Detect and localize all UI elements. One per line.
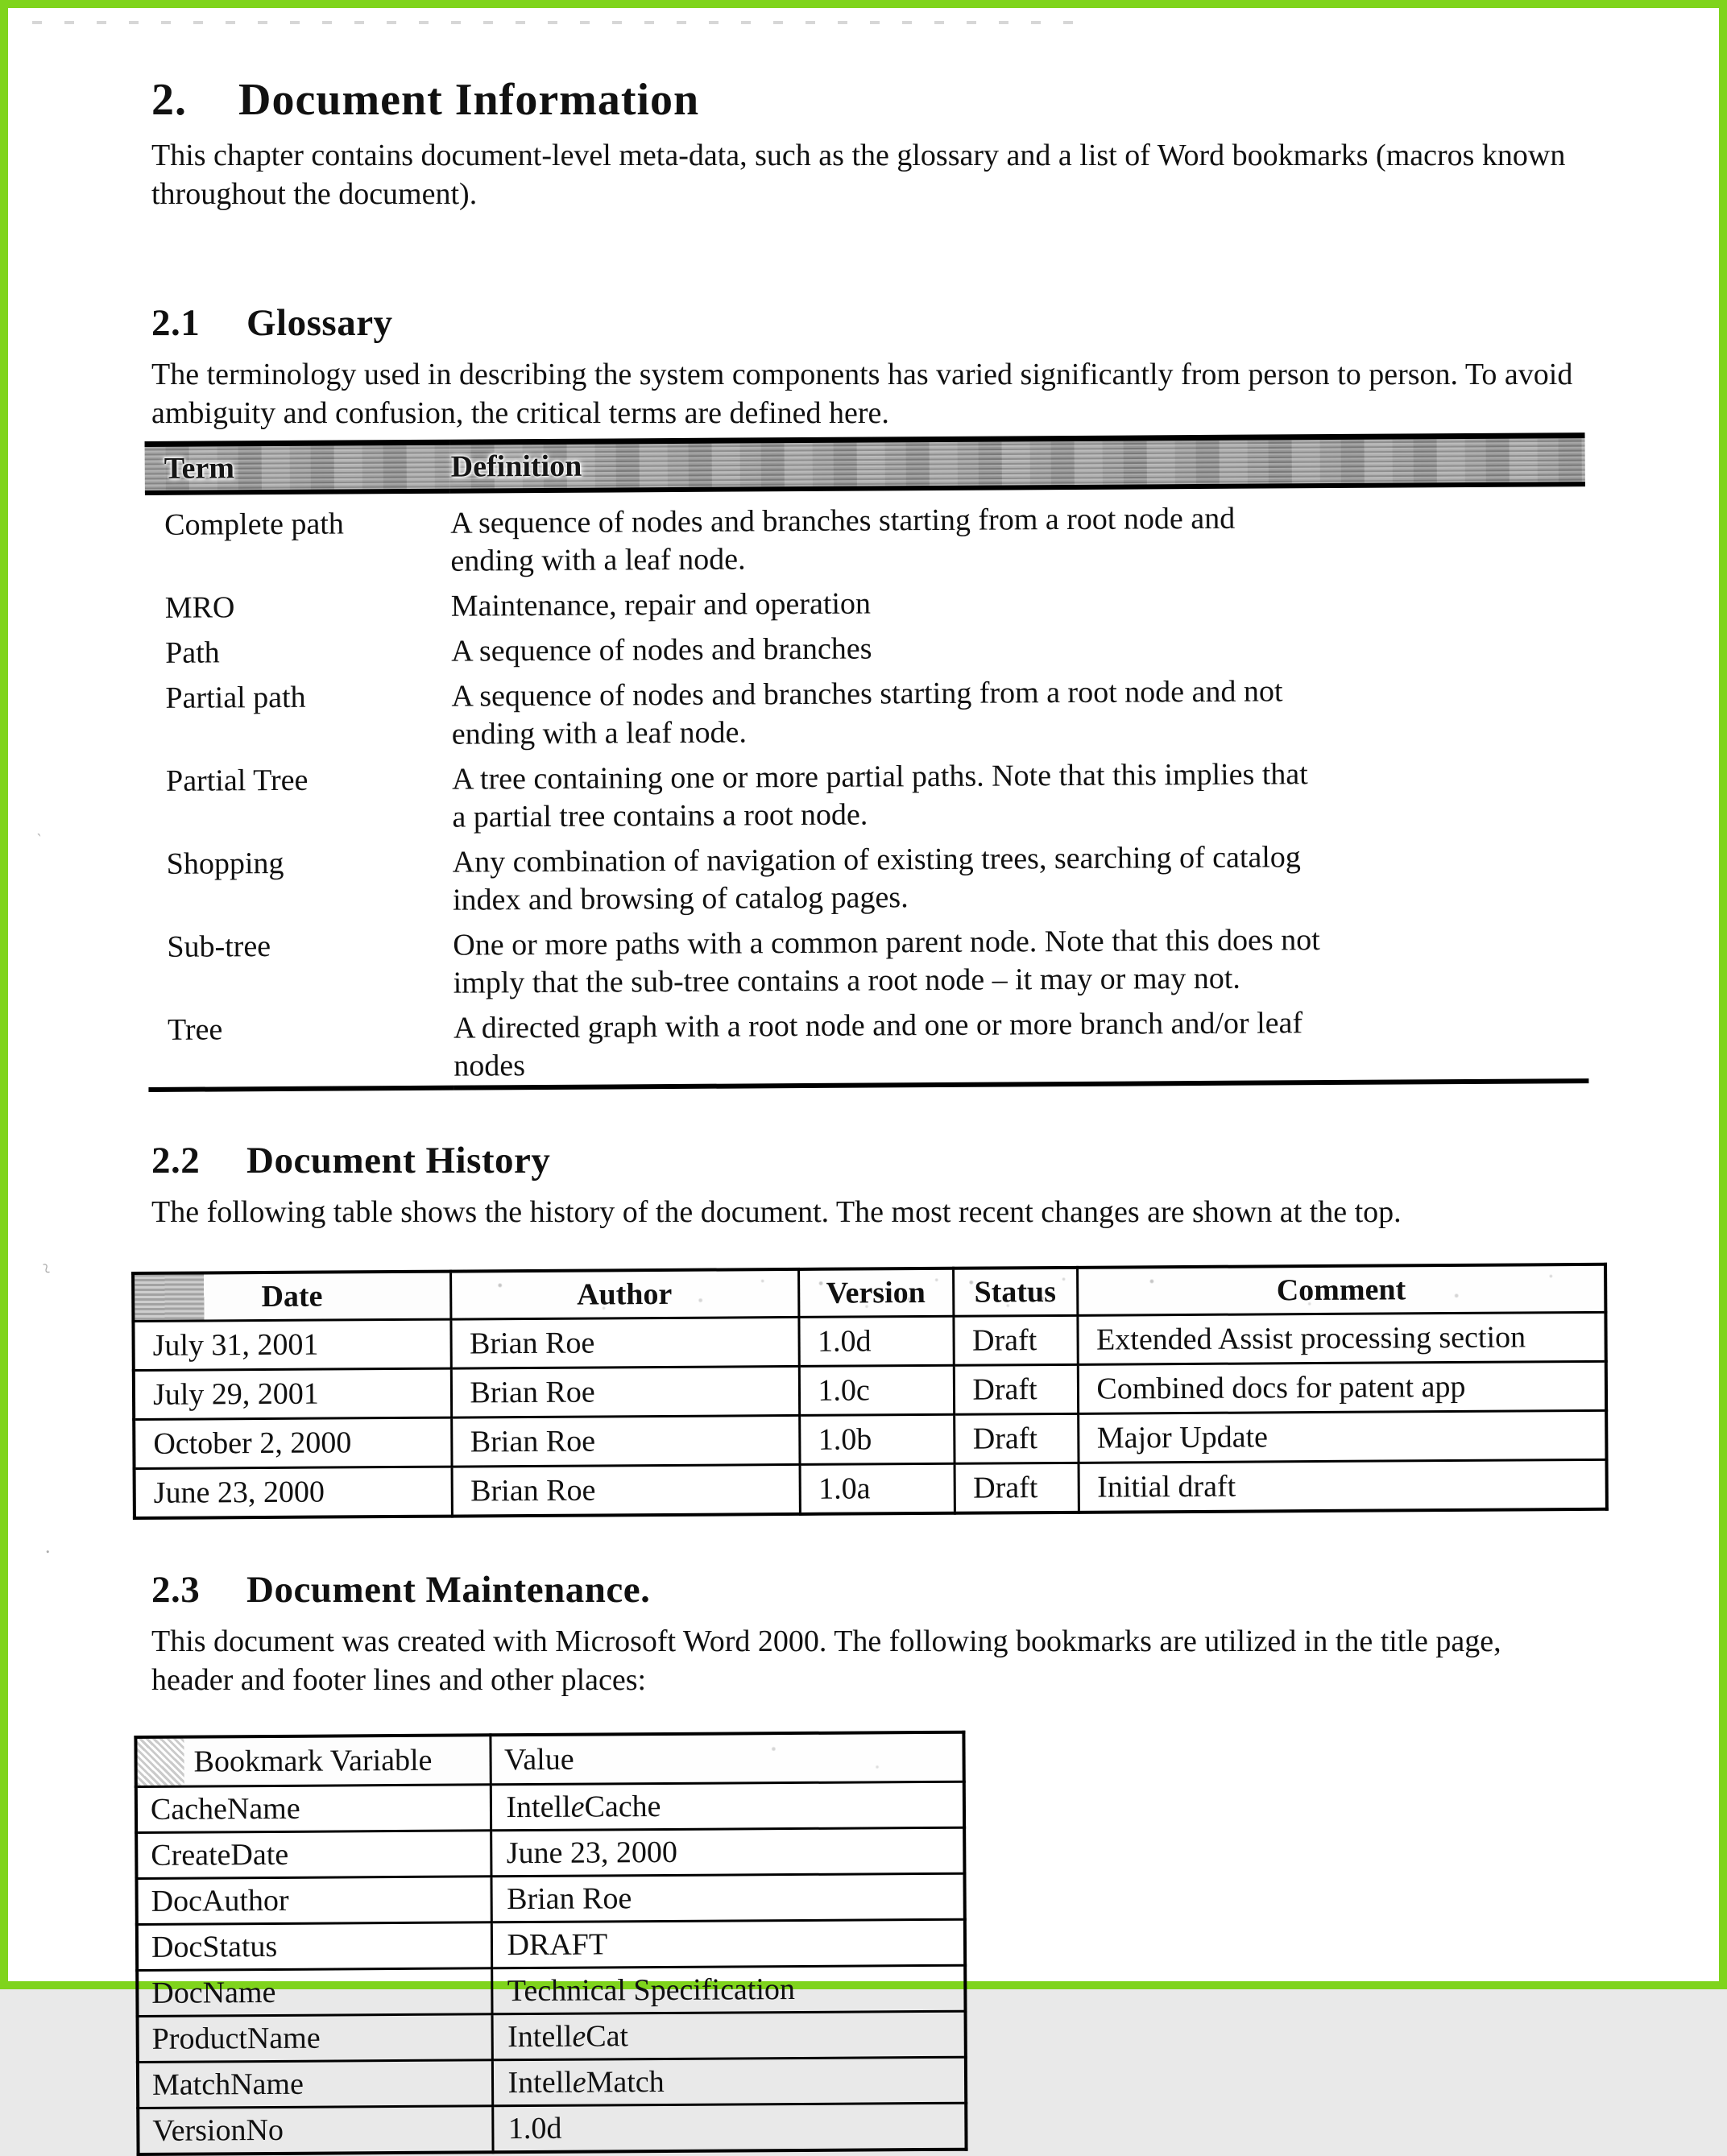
glossary-header-term: Term bbox=[145, 442, 450, 493]
glossary-definition-cell: A sequence of nodes and branches starting from a root node and not ending with a leaf node. bbox=[451, 673, 1283, 751]
glossary-header-definition: Definition bbox=[450, 435, 1585, 490]
history-header-date: Date bbox=[133, 1272, 450, 1322]
scan-artifact: . bbox=[45, 1534, 51, 1558]
scan-artifact: ` bbox=[34, 830, 43, 850]
maintenance-section-title: Document Maintenance. bbox=[246, 1569, 651, 1612]
maintenance-intro-paragraph: This document was created with Microsoft Word 2000. The following bookmarks are utilized in the title page, header and footer lines and other places: bbox=[151, 1624, 1501, 1698]
glossary-term-cell: MRO bbox=[164, 590, 235, 625]
bookmark-row bbox=[136, 1827, 964, 1878]
glossary-section-number: 2.1 bbox=[151, 301, 201, 344]
history-comment-cell: Extended Assist processing section bbox=[1077, 1313, 1605, 1365]
history-author-cell: Brian Roe bbox=[452, 1465, 800, 1517]
history-comment-cell: Initial draft bbox=[1079, 1460, 1607, 1513]
chapter-title: Document Information bbox=[238, 75, 700, 125]
glossary-row bbox=[148, 995, 1589, 1090]
glossary-row bbox=[146, 664, 1587, 755]
glossary-definition-cell: A sequence of nodes and branches starting from a root node and ending with a leaf node. bbox=[450, 501, 1236, 578]
history-author-cell: Brian Roe bbox=[450, 1318, 798, 1369]
history-header-version: Version bbox=[798, 1268, 953, 1318]
glossary-term-cell: Complete path bbox=[164, 506, 344, 542]
bookmark-value-cell: June 23, 2000 bbox=[491, 1827, 964, 1877]
history-status-cell: Draft bbox=[954, 1365, 1078, 1415]
history-author-cell: Brian Roe bbox=[451, 1416, 799, 1467]
glossary-section-title: Glossary bbox=[246, 301, 393, 344]
chapter-intro-paragraph: This chapter contains document-level meta-data, such as the glossary and a list of Word bookmarks (macros known throughout the document). bbox=[151, 139, 1566, 211]
history-status-cell: Draft bbox=[954, 1414, 1078, 1464]
glossary-definition-cell: Maintenance, repair and operation bbox=[450, 586, 872, 623]
history-section-number: 2.2 bbox=[151, 1139, 201, 1181]
bookmark-row bbox=[137, 1965, 965, 2016]
history-comment-cell: Major Update bbox=[1078, 1411, 1606, 1463]
maintenance-section-number: 2.3 bbox=[151, 1569, 201, 1612]
history-date-cell: June 23, 2000 bbox=[135, 1467, 452, 1518]
glossary-row bbox=[145, 484, 1586, 582]
glossary-definition-cell: Any combination of navigation of existing trees, searching of catalog index and browsing of catalog pages. bbox=[452, 839, 1301, 917]
history-intro-paragraph: The following table shows the history of the document. The most recent changes are shown at the top. bbox=[151, 1194, 1402, 1229]
history-table-body bbox=[133, 1313, 1606, 1519]
bookmark-row bbox=[136, 1873, 964, 1924]
history-status-cell: Draft bbox=[953, 1316, 1077, 1366]
history-status-cell: Draft bbox=[955, 1463, 1079, 1513]
glossary-row bbox=[146, 573, 1586, 627]
glossary-definition-cell: One or more paths with a common parent node. Note that this does not imply that the sub-tree contains a root node – it may or may not. bbox=[453, 922, 1320, 1000]
bookmark-variable-cell: ProductName bbox=[138, 2014, 492, 2063]
glossary-table-body bbox=[145, 484, 1588, 1090]
bookmark-variable-cell: DocAuthor bbox=[136, 1877, 491, 1925]
bookmark-value-cell: IntelleCat bbox=[492, 2011, 966, 2060]
glossary-term-cell: Partial path bbox=[165, 680, 306, 715]
bookmark-table bbox=[134, 1731, 967, 2156]
glossary-definition-cell: A tree containing one or more partial paths. Note that this implies that a partial tree contains a root node. bbox=[451, 756, 1308, 834]
bookmark-variable-cell: CacheName bbox=[136, 1785, 491, 1833]
glossary-row bbox=[147, 747, 1588, 838]
history-header-comment: Comment bbox=[1077, 1264, 1605, 1316]
history-date-cell: October 2, 2000 bbox=[134, 1417, 451, 1468]
glossary-term-cell: Partial Tree bbox=[165, 763, 309, 798]
history-header-status: Status bbox=[953, 1268, 1077, 1316]
glossary-term-cell: Tree bbox=[167, 1012, 223, 1047]
bookmark-table-body bbox=[136, 1781, 967, 2154]
bookmark-row bbox=[138, 2011, 966, 2062]
bookmark-table-head bbox=[135, 1732, 963, 1787]
history-comment-cell: Combined docs for patent app bbox=[1078, 1362, 1606, 1414]
glossary-definition-cell: A directed graph with a root node and one or more branch and/or leaf nodes bbox=[453, 1005, 1303, 1083]
glossary-definition-cell: A sequence of nodes and branches bbox=[451, 631, 872, 668]
glossary-table-head bbox=[145, 435, 1585, 492]
glossary-row bbox=[146, 619, 1586, 672]
bookmark-row bbox=[138, 2103, 966, 2154]
history-header-author: Author bbox=[450, 1269, 798, 1319]
bookmark-header-row bbox=[135, 1732, 963, 1787]
bookmark-value-cell: IntelleMatch bbox=[492, 2057, 966, 2106]
glossary-term-cell: Sub-tree bbox=[167, 929, 271, 964]
bookmark-row bbox=[137, 1919, 965, 1970]
bookmark-value-cell: IntelleCache bbox=[491, 1781, 964, 1831]
glossary-row bbox=[147, 830, 1588, 921]
bookmark-value-cell: DRAFT bbox=[491, 1919, 965, 1968]
glossary-term-cell: Shopping bbox=[166, 846, 284, 881]
history-date-cell: July 29, 2001 bbox=[134, 1368, 451, 1419]
history-version-cell: 1.0c bbox=[799, 1366, 954, 1416]
history-version-cell: 1.0a bbox=[800, 1464, 955, 1515]
bookmark-value-cell: 1.0d bbox=[492, 2103, 966, 2152]
bookmark-variable-cell: CreateDate bbox=[136, 1831, 491, 1879]
page-content bbox=[8, 8, 1719, 2156]
history-version-cell: 1.0b bbox=[799, 1415, 954, 1465]
history-date-cell: July 31, 2001 bbox=[133, 1319, 450, 1370]
glossary-term-cell: Path bbox=[165, 635, 220, 670]
scan-artifact: ~ bbox=[33, 1259, 60, 1278]
bookmark-value-cell: Brian Roe bbox=[491, 1873, 964, 1922]
bookmark-variable-cell: MatchName bbox=[138, 2060, 492, 2108]
chapter-heading bbox=[151, 74, 1574, 126]
history-section-title: Document History bbox=[246, 1139, 551, 1181]
glossary-table bbox=[145, 432, 1589, 1092]
document-history-table bbox=[131, 1263, 1609, 1520]
bookmark-row bbox=[138, 2057, 966, 2108]
bookmark-header-value: Value bbox=[490, 1732, 963, 1785]
bookmark-header-variable: Bookmark Variable bbox=[135, 1735, 490, 1786]
bookmark-variable-cell: DocStatus bbox=[137, 1922, 491, 1971]
history-row bbox=[135, 1460, 1607, 1519]
bookmark-row bbox=[136, 1781, 964, 1832]
history-version-cell: 1.0d bbox=[798, 1317, 953, 1367]
bookmark-value-cell: Technical Specification bbox=[491, 1965, 965, 2014]
maintenance-heading bbox=[151, 1568, 1574, 1612]
history-author-cell: Brian Roe bbox=[451, 1367, 799, 1418]
glossary-row bbox=[147, 912, 1588, 1004]
bookmark-variable-cell: DocName bbox=[137, 1968, 491, 2017]
glossary-intro-paragraph: The terminology used in describing the system components has varied significantly from person to person. To avoid ambiguity and confusion, the critical terms are defined here. bbox=[151, 357, 1573, 430]
glossary-heading bbox=[151, 301, 1574, 345]
glossary-header-row bbox=[145, 435, 1585, 492]
chapter-number: 2. bbox=[151, 75, 187, 125]
bookmark-variable-cell: VersionNo bbox=[138, 2106, 492, 2154]
history-heading bbox=[151, 1139, 1574, 1182]
